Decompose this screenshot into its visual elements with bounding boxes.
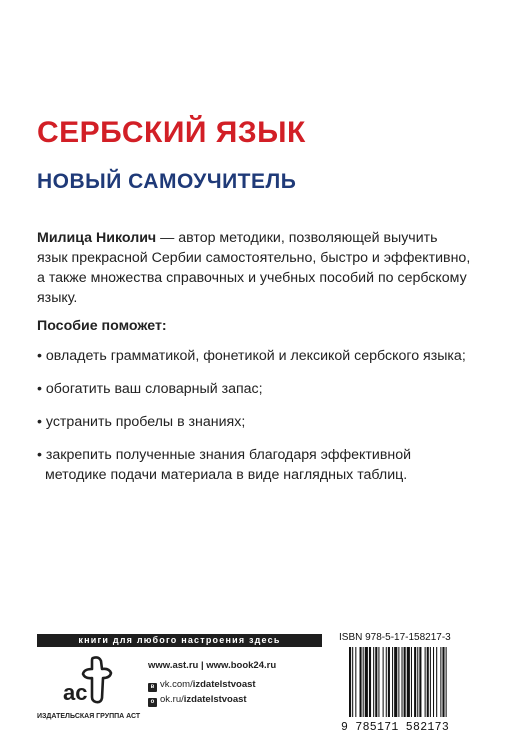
list-item xyxy=(37,412,497,432)
logo-lettering: ас xyxy=(63,680,88,705)
list-item-text: • овладеть грамматикой, фонетикой и лексикой сербского языка; xyxy=(37,348,466,364)
author-name: Милица Николич xyxy=(37,230,157,246)
author-intro xyxy=(37,228,487,308)
book-subtitle: НОВЫЙ САМОУЧИТЕЛЬ xyxy=(37,170,297,193)
list-item-text: • закрепить полученные знания благодаря эффективной xyxy=(37,447,412,463)
list-item-text: • устранить пробелы в знаниях; xyxy=(37,414,246,430)
barcode-icon xyxy=(339,645,491,733)
ok-prefix: ok.ru/ xyxy=(160,694,184,705)
benefits-heading: Пособие поможет: xyxy=(37,318,167,334)
vk-link[interactable] xyxy=(148,679,256,692)
intro-line-3: а также множества справочных и учебных пособий по сербскому xyxy=(37,270,467,286)
vk-handle: izdatelstvoast xyxy=(192,679,256,690)
ok-icon: о xyxy=(148,698,157,707)
intro-line-2: язык прекрасной Сербии самостоятельно, быстро и эффективно, xyxy=(37,250,471,266)
slogan-band: книги для любого настроения здесь xyxy=(37,634,322,647)
benefits-list xyxy=(37,346,497,498)
intro-text-1: — автор методики, позволяющей выучить xyxy=(156,230,438,246)
ok-link[interactable] xyxy=(148,694,247,707)
website-links[interactable]: www.ast.ru | www.book24.ru xyxy=(148,660,277,671)
list-item xyxy=(37,445,497,485)
barcode-digits: 9 785171 582173 xyxy=(341,721,450,733)
intro-line-1 xyxy=(37,228,487,248)
list-item xyxy=(37,346,497,366)
vk-prefix: vk.com/ xyxy=(160,679,193,690)
intro-line-4: языку. xyxy=(37,290,78,306)
list-item-text-continued: методике подачи материала в виде наглядных таблиц. xyxy=(45,467,408,483)
publisher-name: ИЗДАТЕЛЬСКАЯ ГРУППА АСТ xyxy=(37,713,141,720)
isbn-number: ISBN 978-5-17-158217-3 xyxy=(339,632,451,643)
ast-logo-icon xyxy=(60,655,130,705)
book-title: СЕРБСКИЙ ЯЗЫК xyxy=(37,116,306,149)
vk-icon: в xyxy=(148,683,157,692)
list-item-text: • обогатить ваш словарный запас; xyxy=(37,381,263,397)
ok-handle: izdatelstvoast xyxy=(183,694,247,705)
list-item xyxy=(37,379,497,399)
